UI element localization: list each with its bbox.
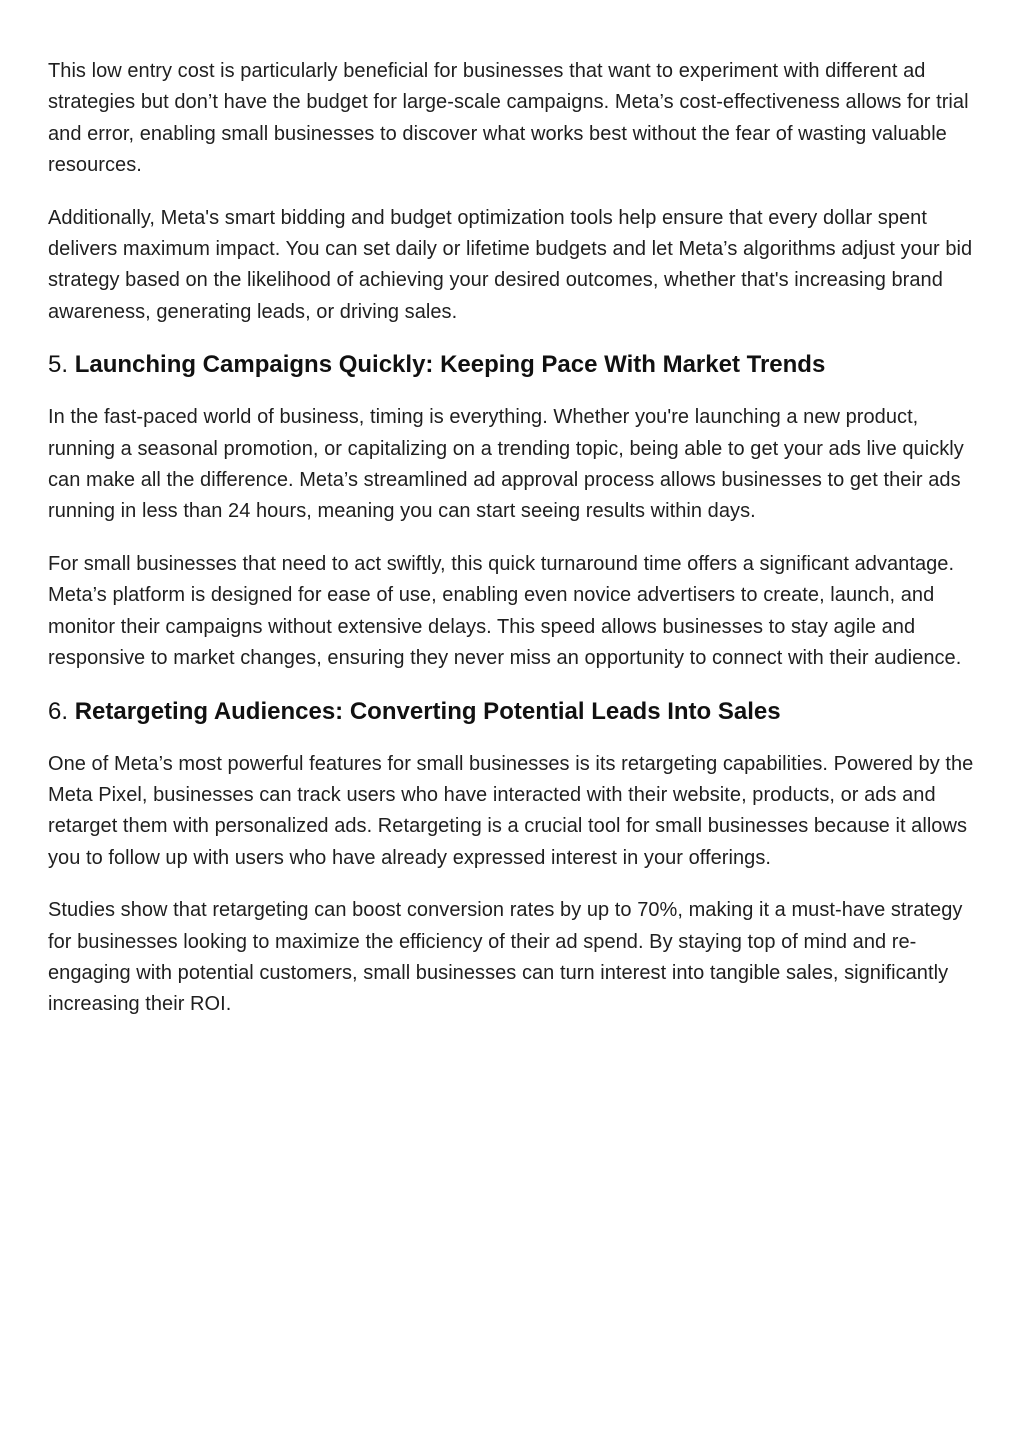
section-heading-launching-campaigns bbox=[48, 349, 976, 381]
paragraph-smart-bidding: Additionally, Meta's smart bidding and budget optimization tools help ensure that every dollar spent delivers maximum impact. You can set daily or lifetime budgets and let Meta’s algorithms adjust your bid strategy based on the likelihood of achieving your desired outcomes, whether that's increasing brand awareness, generating leads, or driving sales. bbox=[48, 206, 973, 323]
paragraph-retargeting-capabilities: One of Meta’s most powerful features for small businesses is its retargeting capabilities. Powered by the Meta Pixel, businesses can track users who have interacted with their website, products, or ads and retarget them with personalized ads. Retargeting is a crucial tool for small businesses because it allows you to follow up with users who have already expressed interest in your offerings. bbox=[48, 752, 974, 869]
paragraph-fast-paced-world: In the fast-paced world of business, timing is everything. Whether you're launching a new product, running a seasonal promotion, or capitalizing on a trending topic, being able to get your ads live quickly can make all the difference. Meta’s streamlined ad approval process allows businesses to get their ads running in less than 24 hours, meaning you can start seeing results within days. bbox=[48, 406, 964, 523]
section-number: 5. bbox=[48, 351, 69, 379]
paragraph-low-entry-cost: This low entry cost is particularly beneficial for businesses that want to experiment with different ad strategies but don’t have the budget for large-scale campaigns. Meta’s cost-effectiveness allows for trial and error, enabling small businesses to discover what works best without the fear of wasting valuable resources. bbox=[48, 60, 969, 177]
section-title: Launching Campaigns Quickly: Keeping Pace With Market Trends bbox=[74, 351, 826, 379]
section-heading-retargeting bbox=[48, 696, 976, 728]
section-title: Retargeting Audiences: Converting Potential Leads Into Sales bbox=[74, 697, 781, 725]
paragraph-retargeting-studies: Studies show that retargeting can boost conversion rates by up to 70%, making it a must-have strategy for businesses looking to maximize the efficiency of their ad spend. By staying top of mind and re-engaging with potential customers, small businesses can turn interest into tangible sales, significantly increasing their ROI. bbox=[48, 899, 963, 1016]
section-number: 6. bbox=[48, 697, 69, 725]
paragraph-quick-turnaround: For small businesses that need to act swiftly, this quick turnaround time offers a significant advantage. Meta’s platform is designed for ease of use, enabling even novice advertisers to create, launch, and monitor their campaigns without extensive delays. This speed allows businesses to stay agile and responsive to market changes, ensuring they never miss an opportunity to connect with their audience. bbox=[48, 552, 962, 670]
